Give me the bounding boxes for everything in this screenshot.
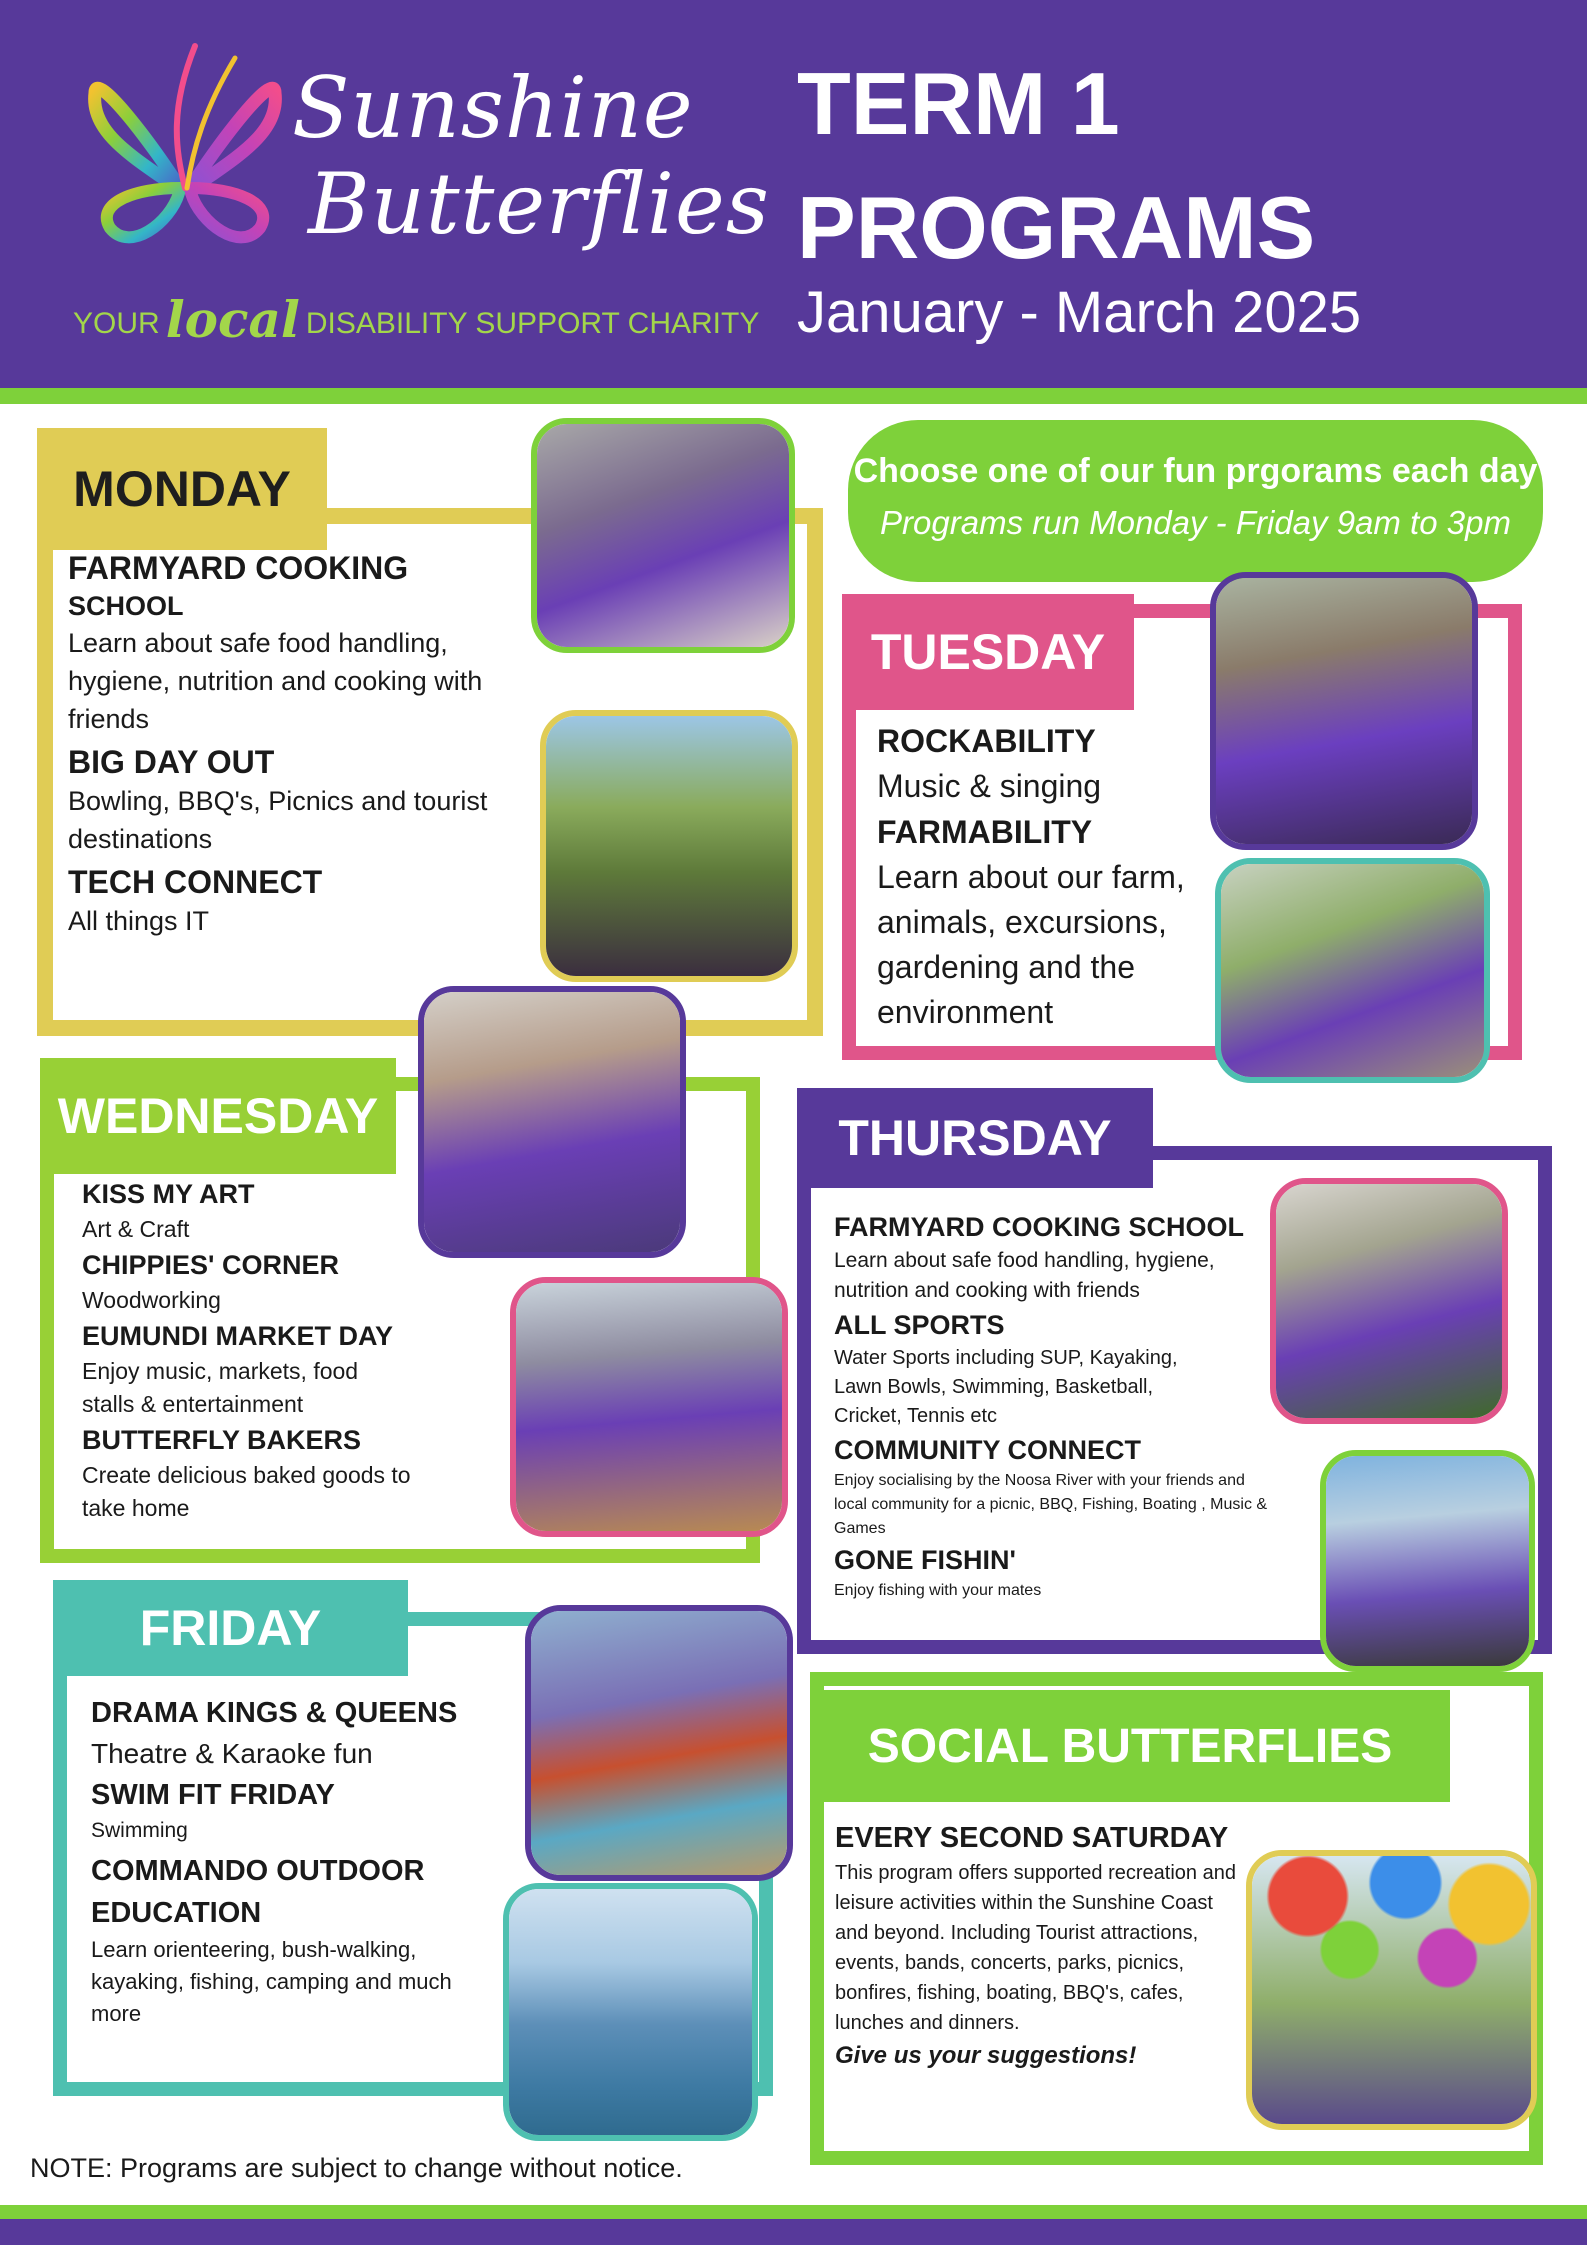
- program-title: FARMYARD COOKING SCHOOL: [834, 1212, 1245, 1242]
- program-title: ROCKABILITY: [877, 723, 1096, 759]
- photo-umbrella-street: [1246, 1850, 1537, 2130]
- photo-big-day-out: [540, 710, 798, 982]
- program-description: This program offers supported recreation and leisure activities within the Sunshine Coast and beyond. Including Tourist attractions, events, bands, concerts, parks, picnics, bonfires, fishing, boating, BBQ's, cafes, lunches and dinners.: [835, 1862, 1236, 2034]
- footer-band: [0, 2219, 1587, 2245]
- friday-programs: [91, 1692, 501, 2030]
- program-title: SCHOOL: [68, 591, 184, 621]
- brand-tagline: [73, 290, 760, 349]
- program-title: DRAMA KINGS & QUEENS: [91, 1697, 458, 1729]
- program-description: Theatre & Karaoke fun: [91, 1738, 373, 1769]
- program-description: Enjoy socialising by the Noosa River with your friends and local community for a picnic, BBQ, Fishing, Boating , Music & Games: [834, 1472, 1268, 1537]
- photo-drama-theatre: [525, 1605, 793, 1881]
- program-description: Learn orienteering, bush-walking, kayaking, fishing, camping and much more: [91, 1937, 452, 2026]
- thursday-programs: [834, 1208, 1274, 1603]
- program-description: Enjoy music, markets, food stalls & entertainment: [82, 1358, 359, 1417]
- page-title-line2: PROGRAMS: [797, 178, 1316, 277]
- program-title: BIG DAY OUT: [68, 744, 275, 780]
- brand-name: [292, 60, 770, 252]
- page-title-line1: TERM 1: [797, 54, 1120, 153]
- monday-programs: [68, 548, 538, 940]
- disclaimer-note: NOTE: Programs are subject to change without notice.: [30, 2153, 683, 2183]
- program-description: Art & Craft: [82, 1216, 190, 1242]
- term-dates: January - March 2025: [797, 280, 1362, 345]
- footer-stripe: [0, 2205, 1587, 2219]
- program-title: CHIPPIES' CORNER: [82, 1250, 339, 1280]
- photo-cooking-class: [531, 418, 795, 653]
- program-description: Create delicious baked goods to take home: [82, 1462, 411, 1521]
- program-title: BUTTERFLY BAKERS: [82, 1425, 362, 1455]
- header-stripe: [0, 388, 1587, 404]
- program-description: Bowling, BBQ's, Picnics and tourist destinations: [68, 786, 488, 854]
- program-description: Music & singing: [877, 768, 1102, 804]
- choose-line2: Programs run Monday - Friday 9am to 3pm: [880, 504, 1511, 541]
- butterfly-logo-icon: [75, 38, 295, 248]
- photo-rockability-band: [1210, 572, 1478, 850]
- choose-line1: Choose one of our fun prgorams each day: [853, 452, 1538, 490]
- social-butterflies-program: [835, 1818, 1245, 2074]
- program-title: COMMANDO OUTDOOR EDUCATION: [91, 1855, 425, 1929]
- program-title: TECH CONNECT: [68, 864, 323, 900]
- program-description: Enjoy fishing with your mates: [834, 1582, 1042, 1599]
- tuesday-heading: TUESDAY: [842, 594, 1134, 710]
- wednesday-heading: WEDNESDAY: [40, 1058, 396, 1174]
- brand-name-line1: Sunshine: [292, 59, 694, 157]
- program-title: ALL SPORTS: [834, 1310, 1005, 1340]
- page-title: [797, 42, 1577, 290]
- program-description: Swimming: [91, 1819, 188, 1842]
- monday-heading: MONDAY: [37, 428, 327, 550]
- program-title: KISS MY ART: [82, 1179, 255, 1209]
- brand-name-line2: Butterflies: [308, 155, 770, 253]
- thursday-heading: THURSDAY: [797, 1088, 1153, 1188]
- tagline-suffix: DISABILITY SUPPORT CHARITY: [305, 307, 760, 340]
- program-title: COMMUNITY CONNECT: [834, 1435, 1141, 1465]
- program-title: EVERY SECOND SATURDAY: [835, 1822, 1229, 1854]
- photo-farmability: [1215, 858, 1490, 1083]
- photo-art-craft: [418, 986, 686, 1258]
- program-title: EUMUNDI MARKET DAY: [82, 1321, 394, 1351]
- suggestions-callout: Give us your suggestions!: [835, 2042, 1137, 2069]
- program-title: GONE FISHIN': [834, 1545, 1016, 1575]
- program-description: Learn about our farm, animals, excursions, gardening and the environment: [877, 859, 1185, 1030]
- tagline-local: local: [165, 290, 300, 349]
- photo-farmyard-cooking: [1270, 1178, 1508, 1424]
- tuesday-programs: [877, 718, 1227, 1035]
- photo-gone-fishing: [1320, 1450, 1535, 1672]
- program-description: Woodworking: [82, 1287, 221, 1313]
- program-description: Water Sports including SUP, Kayaking, Lawn Bowls, Swimming, Basketball, Cricket, Tennis etc: [834, 1347, 1178, 1427]
- friday-heading: FRIDAY: [53, 1580, 408, 1676]
- program-title: FARMABILITY: [877, 814, 1093, 850]
- program-description: Learn about safe food handling, hygiene, nutrition and cooking with friends: [834, 1249, 1215, 1302]
- program-title: SWIM FIT FRIDAY: [91, 1779, 335, 1811]
- social-butterflies-heading: SOCIAL BUTTERFLIES: [810, 1690, 1450, 1802]
- photo-kayaking: [503, 1883, 758, 2141]
- program-title: FARMYARD COOKING: [68, 550, 409, 586]
- wednesday-programs: [82, 1175, 462, 1525]
- choose-program-bubble: [848, 420, 1543, 582]
- program-description: Learn about safe food handling, hygiene, nutrition and cooking with friends: [68, 628, 483, 734]
- tagline-prefix: YOUR: [73, 307, 160, 340]
- program-description: All things IT: [68, 906, 210, 936]
- photo-woodworking: [510, 1277, 788, 1537]
